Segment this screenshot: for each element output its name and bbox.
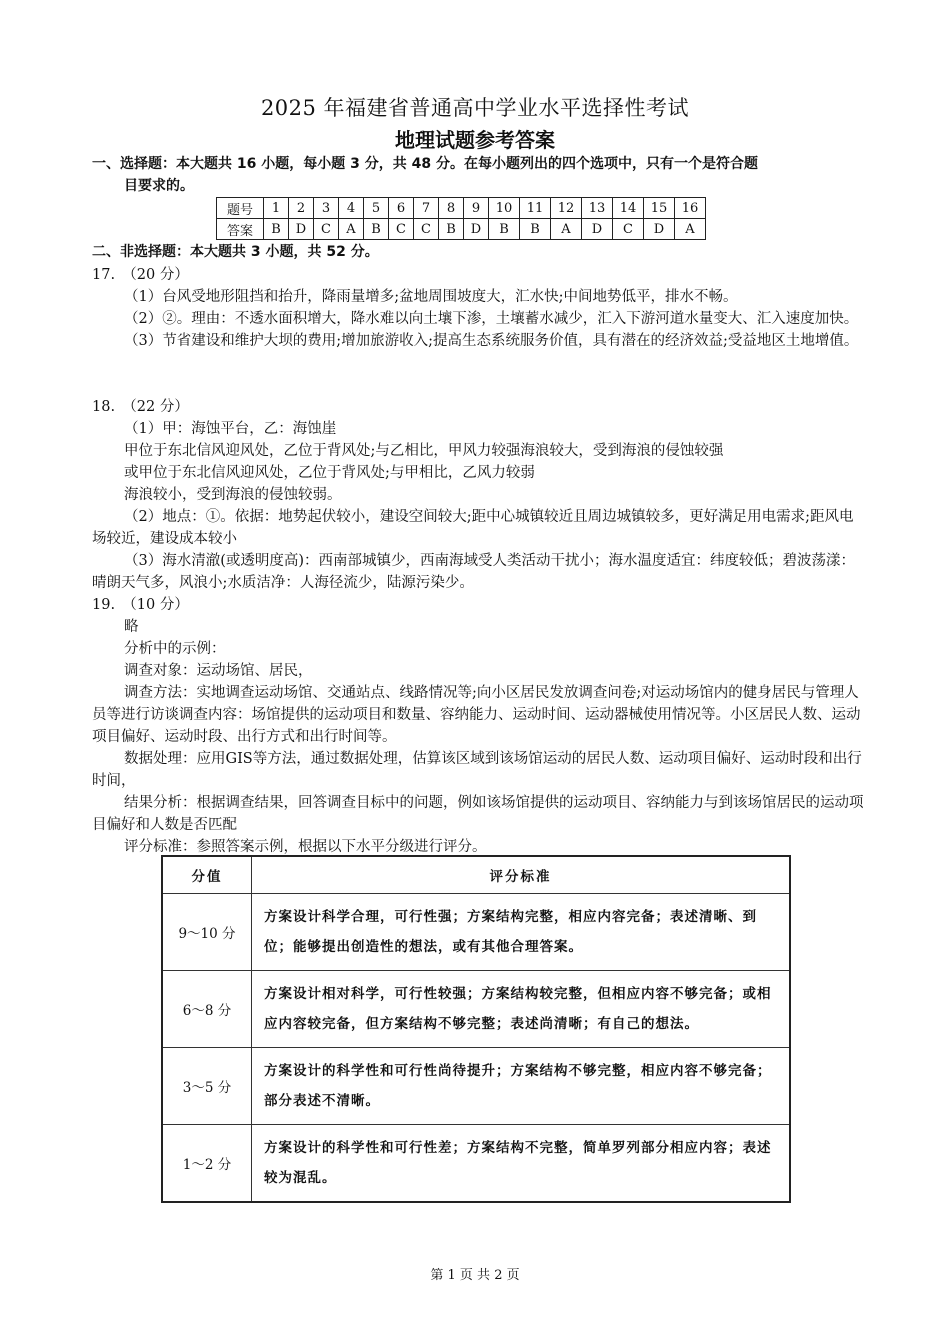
question-number: 10 xyxy=(489,198,520,219)
answer-key-title: 地理试题参考答案 xyxy=(395,128,555,152)
question-19 xyxy=(92,594,867,858)
section-1-heading xyxy=(92,153,867,197)
table-row xyxy=(162,1125,790,1203)
scoring-table-score-header: 分值 xyxy=(162,856,252,894)
question-number: 12 xyxy=(551,198,582,219)
question-number: 7 xyxy=(414,198,439,219)
answer-cell: B xyxy=(364,219,389,240)
answer-cell: D xyxy=(644,219,675,240)
question-19-data-processing: 数据处理：应用GIS等方法，通过数据处理，估算该区域到该场馆运动的居民人数、运动项目偏好、运动时段和出行时间， xyxy=(92,751,862,789)
answer-cell: C xyxy=(414,219,439,240)
page-number: 第 1 页 共 2 页 xyxy=(430,1268,520,1283)
question-number: 4 xyxy=(339,198,364,219)
question-18-line-3: 或甲位于东北信风迎风处，乙位于背风处;与甲相比，乙风力较弱 xyxy=(124,465,535,481)
question-19-subjects: 调查对象：运动场馆、居民， xyxy=(124,663,313,679)
answer-table-number-row xyxy=(217,198,706,219)
question-17 xyxy=(92,264,867,352)
question-18-line-4: 海浪较小，受到海浪的侵蚀较弱。 xyxy=(124,487,342,503)
section-2-heading: 二、非选择题：本大题共 3 小题，共 52 分。 xyxy=(92,244,379,260)
question-18-part-3: （3）海水清澈(或透明度高)：西南部城镇少，西南海域受人类活动干扰小；海水温度适宜：纬度较低；碧波荡漾：晴朗天气多，风浪小;水质洁净：人海径流少，陆源污染少。 xyxy=(92,553,856,591)
question-number: 3 xyxy=(314,198,339,219)
answer-cell: D xyxy=(464,219,489,240)
answer-cell: B xyxy=(264,219,289,240)
table-row xyxy=(162,1048,790,1125)
question-18-heading: 18. （22 分） xyxy=(92,399,189,415)
question-18-line-2: 甲位于东北信风迎风处，乙位于背风处;与乙相比，甲风力较强海浪较大，受到海浪的侵蚀较强 xyxy=(124,443,724,459)
question-number: 5 xyxy=(364,198,389,219)
section-1-line-2: 目要求的。 xyxy=(124,178,194,194)
scoring-table-criteria-header: 评分标准 xyxy=(252,856,791,894)
score-criteria: 方案设计的科学性和可行性尚待提升；方案结构不够完整，相应内容不够完备；部分表述不清晰。 xyxy=(252,1048,791,1125)
question-number: 2 xyxy=(289,198,314,219)
scoring-table-header xyxy=(162,856,790,894)
exam-title: 2025 年福建省普通高中学业水平选择性考试 xyxy=(260,96,690,120)
answer-cell: C xyxy=(389,219,414,240)
answer-cell: C xyxy=(314,219,339,240)
answer-cell: B xyxy=(439,219,464,240)
question-19-example-label: 分析中的示例： xyxy=(124,641,226,657)
answer-cell: C xyxy=(613,219,644,240)
answer-cell: A xyxy=(675,219,706,240)
question-19-scoring-note: 评分标准：参照答案示例，根据以下水平分级进行评分。 xyxy=(124,839,487,855)
question-19-result-analysis: 结果分析：根据调查结果，回答调查目标中的问题，例如该场馆提供的运动项目、容纳能力与到该场馆居民的运动项目偏好和人数是否匹配 xyxy=(92,795,864,833)
question-number: 8 xyxy=(439,198,464,219)
table-row xyxy=(162,894,790,971)
question-number: 15 xyxy=(644,198,675,219)
question-number: 11 xyxy=(520,198,551,219)
score-range: 1～2 分 xyxy=(162,1125,252,1203)
question-18 xyxy=(92,396,867,594)
question-17-part-3: （3）节省建设和维护大坝的费用;增加旅游收入;提高生态系统服务价值，具有潜在的经济效益;受益地区土地增值。 xyxy=(124,333,859,349)
section-1-line-1: 一、选择题：本大题共 16 小题，每小题 3 分，共 48 分。在每小题列出的四个选项中，只有一个是符合题 xyxy=(92,156,758,172)
question-18-part-2: （2）地点：①。依据：地势起伏较小，建设空间较大;距中心城镇较近且周边城镇较多，更好满足用电需求;距风电场较近，建设成本较小 xyxy=(92,509,854,547)
question-number: 9 xyxy=(464,198,489,219)
answer-cell: D xyxy=(289,219,314,240)
answer-table-row-label: 答案 xyxy=(217,219,264,240)
answer-cell: B xyxy=(520,219,551,240)
answer-table-row-label: 题号 xyxy=(217,198,264,219)
score-range: 9～10 分 xyxy=(162,894,252,971)
question-17-heading: 17. （20 分） xyxy=(92,267,189,283)
question-18-part-1: （1）甲：海蚀平台，乙：海蚀崖 xyxy=(124,421,337,437)
question-19-heading: 19. （10 分） xyxy=(92,597,189,613)
scoring-table xyxy=(161,855,791,1203)
score-criteria: 方案设计的科学性和可行性差；方案结构不完整，简单罗列部分相应内容；表述较为混乱。 xyxy=(252,1125,791,1203)
question-17-part-1: （1）台风受地形阻挡和抬升，降雨量增多;盆地周围坡度大，汇水快;中间地势低平，排水不畅。 xyxy=(124,289,738,305)
question-number: 14 xyxy=(613,198,644,219)
question-number: 6 xyxy=(389,198,414,219)
question-19-methods: 调查方法：实地调查运动场馆、交通站点、线路情况等;向小区居民发放调查问卷;对运动场馆内的健身居民与管理人员等进行访谈调查内容：场馆提供的运动项目和数量、容纳能力、运动时间、运动器械使用情况等。小区居民人数、运动项目偏好、运动时段、出行方式和出行时间等。 xyxy=(92,685,861,745)
question-number: 13 xyxy=(582,198,613,219)
question-19-omitted: 略 xyxy=(124,619,139,635)
score-criteria: 方案设计科学合理，可行性强；方案结构完整，相应内容完备；表述清晰、到位；能够提出创造性的想法，或有其他合理答案。 xyxy=(252,894,791,971)
score-range: 3～5 分 xyxy=(162,1048,252,1125)
answer-cell: D xyxy=(582,219,613,240)
question-number: 1 xyxy=(264,198,289,219)
answer-cell: A xyxy=(551,219,582,240)
question-number: 16 xyxy=(675,198,706,219)
answer-cell: A xyxy=(339,219,364,240)
answer-table xyxy=(216,197,706,240)
question-17-part-2: （2）②。理由：不透水面积增大，降水难以向土壤下渗，土壤蓄水减少，汇入下游河道水量变大、汇入速度加快。 xyxy=(124,311,859,327)
score-criteria: 方案设计相对科学，可行性较强；方案结构较完整，但相应内容不够完备；或相应内容较完备，但方案结构不够完整；表述尚清晰；有自己的想法。 xyxy=(252,971,791,1048)
score-range: 6～8 分 xyxy=(162,971,252,1048)
answer-cell: B xyxy=(489,219,520,240)
table-row xyxy=(162,971,790,1048)
answer-table-answer-row xyxy=(217,219,706,240)
